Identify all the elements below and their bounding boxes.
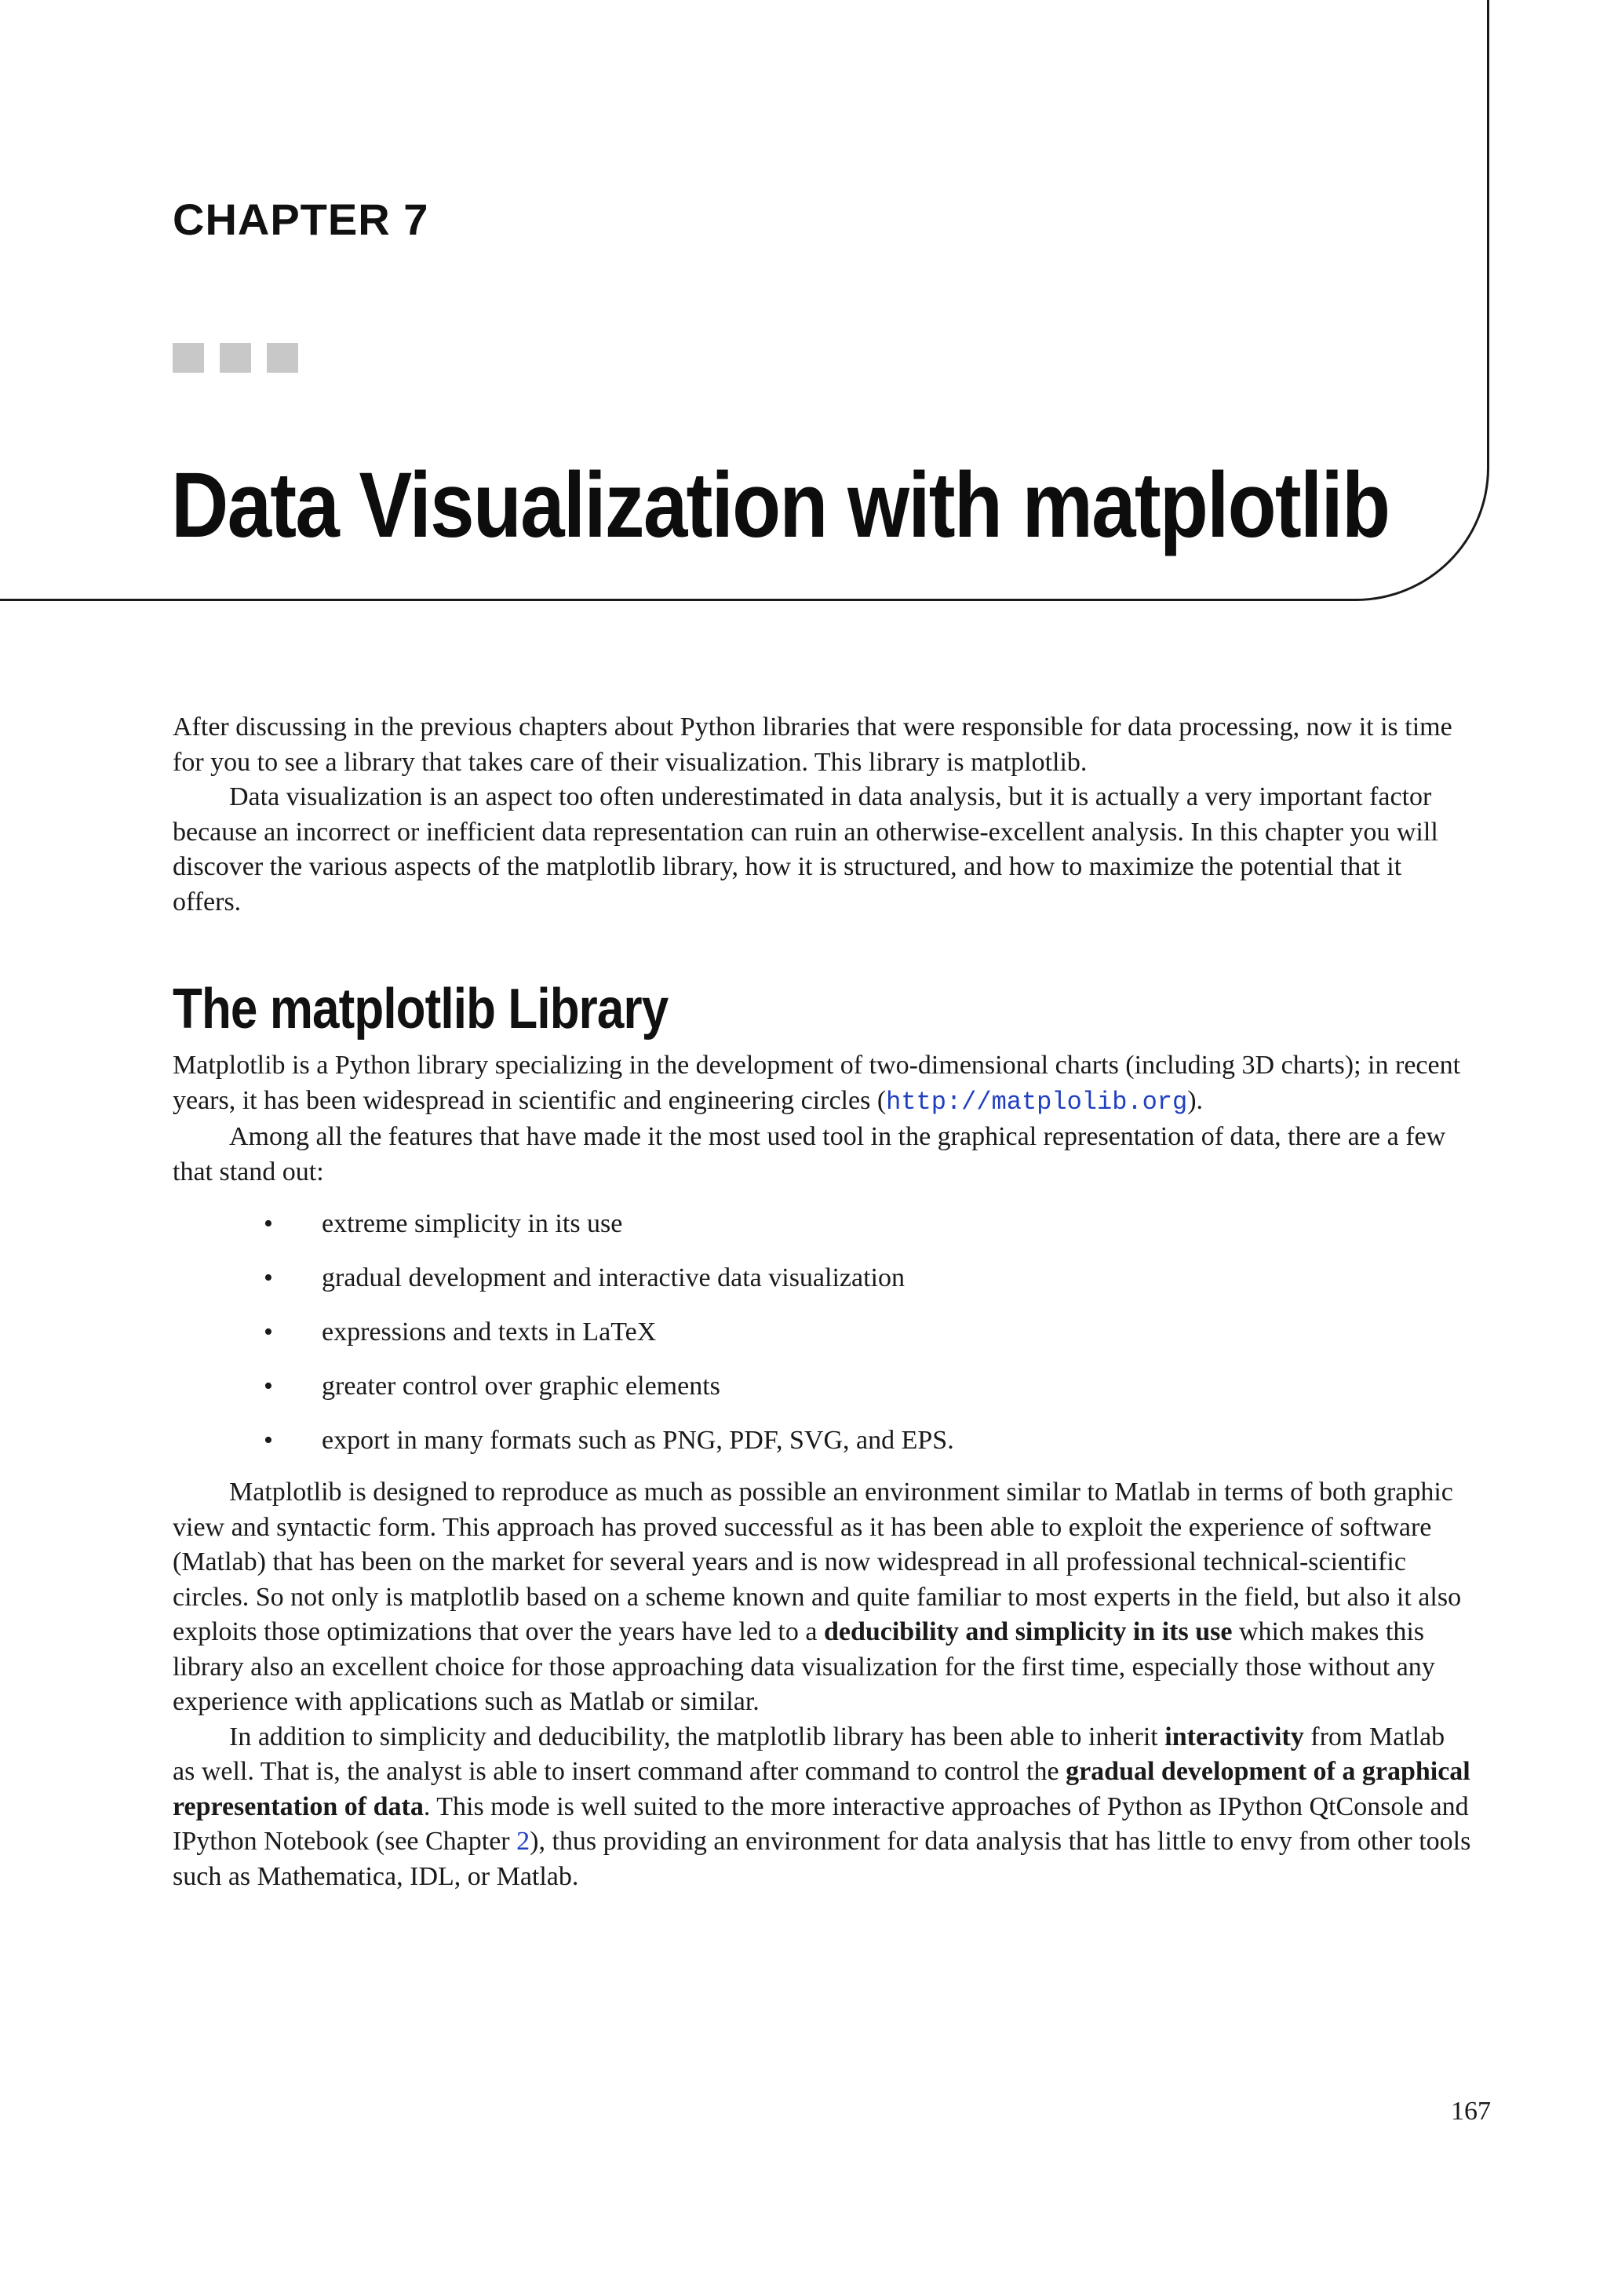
- intro-paragraph-2: Data visualization is an aspect too often underestimated in data analysis, but it is actually a very important factor because an incorrect or inefficient data representation can ruin an otherwise-excellent analysis. In this chapter you will discover the various aspects of the matplotlib library, how it is structured, and how to maximize the potential that it offers.: [173, 782, 1438, 917]
- features-list: [173, 1207, 1471, 1458]
- list-item-text: expressions and texts in LaTeX: [322, 1317, 657, 1347]
- chapter-content: [173, 710, 1471, 1894]
- section-heading: The matplotlib Library: [173, 978, 669, 1040]
- bullet-icon: •: [264, 1317, 273, 1347]
- bullet-icon: •: [264, 1209, 273, 1238]
- list-item: [173, 1369, 1471, 1404]
- list-item-text: greater control over graphic elements: [322, 1372, 720, 1401]
- list-item: [173, 1261, 1471, 1296]
- list-item: [173, 1315, 1471, 1350]
- section-paragraph-2: Among all the features that have made it the most used tool in the graphical representation of data, there are a few that stand out:: [173, 1122, 1446, 1186]
- paragraph-4-text-d: ), thus providing an environment for data analysis that has little to envy from other tools such as Mathematica, IDL, or Matlab.: [173, 1827, 1471, 1891]
- bullet-icon: •: [264, 1426, 273, 1455]
- section-paragraph-3: [173, 1475, 1471, 1720]
- square-icon: [173, 343, 204, 373]
- chapter-2-reference-link[interactable]: 2: [516, 1827, 530, 1856]
- section-paragraph-1-text: Matplotlib is a Python library specializing in the development of two-dimensional charts (including 3D charts); in recent years, it has been widespread in scientific and engineering circles (: [173, 1051, 1461, 1115]
- section-paragraph-1-end: ).: [1187, 1085, 1204, 1115]
- intro-paragraph-1: After discussing in the previous chapters about Python libraries that were responsible for data processing, now it is time for you to see a library that takes care of their visualization. This library is matplotlib.: [173, 712, 1452, 777]
- chapter-title: Data Visualization with matplotlib: [171, 454, 1390, 557]
- square-icon: [267, 343, 298, 373]
- section-paragraph-4: [173, 1720, 1471, 1895]
- list-item: [173, 1423, 1471, 1458]
- decorative-squares: [173, 343, 298, 373]
- section-paragraph-1: [173, 1048, 1471, 1120]
- paragraph-3-text-a: Matplotlib is designed to reproduce as much as possible an environment similar to Matlab in terms of both graphic view and syntactic form. This approach has proved successful as it has been able to exploit the experience of software (Matlab) that has been on the market for several years and is now widespread in all professional technical-scientific circles. So not only is matplotlib based on a scheme known and quite familiar to most experts in the field, but also it also exploits those optimizations that over the years have led to a: [173, 1478, 1462, 1646]
- list-item-text: extreme simplicity in its use: [322, 1209, 623, 1238]
- paragraph-4-text-a: In addition to simplicity and deducibility, the matplotlib library has been able to inherit: [229, 1722, 1165, 1751]
- page-number: 167: [1451, 2097, 1491, 2126]
- matplotlib-link[interactable]: http://matplolib.org: [886, 1087, 1188, 1117]
- list-item-text: gradual development and interactive data visualization: [322, 1263, 905, 1292]
- square-icon: [220, 343, 251, 373]
- chapter-label: CHAPTER 7: [173, 195, 429, 244]
- paragraph-4-bold-2: gradual development of a graphical representation of data: [173, 1757, 1470, 1821]
- paragraph-3-text-b: which makes this library also an excellent choice for those approaching data visualization for the first time, especially those without any experience with applications such as Matlab or similar.: [173, 1617, 1435, 1716]
- list-item: [173, 1207, 1471, 1241]
- paragraph-3-bold: deducibility and simplicity in its use: [823, 1617, 1233, 1646]
- list-item-text: export in many formats such as PNG, PDF, SVG, and EPS.: [322, 1426, 954, 1455]
- paragraph-4-bold-1: interactivity: [1164, 1722, 1304, 1751]
- bullet-icon: •: [264, 1263, 273, 1292]
- paragraph-4-text-b: from Matlab as well. That is, the analyst is able to insert command after command to control the: [173, 1722, 1445, 1786]
- bullet-icon: •: [264, 1372, 273, 1401]
- paragraph-4-text-c: . This mode is well suited to the more interactive approaches of Python as IPython QtConsole and IPython Notebook (see Chapter: [173, 1791, 1469, 1856]
